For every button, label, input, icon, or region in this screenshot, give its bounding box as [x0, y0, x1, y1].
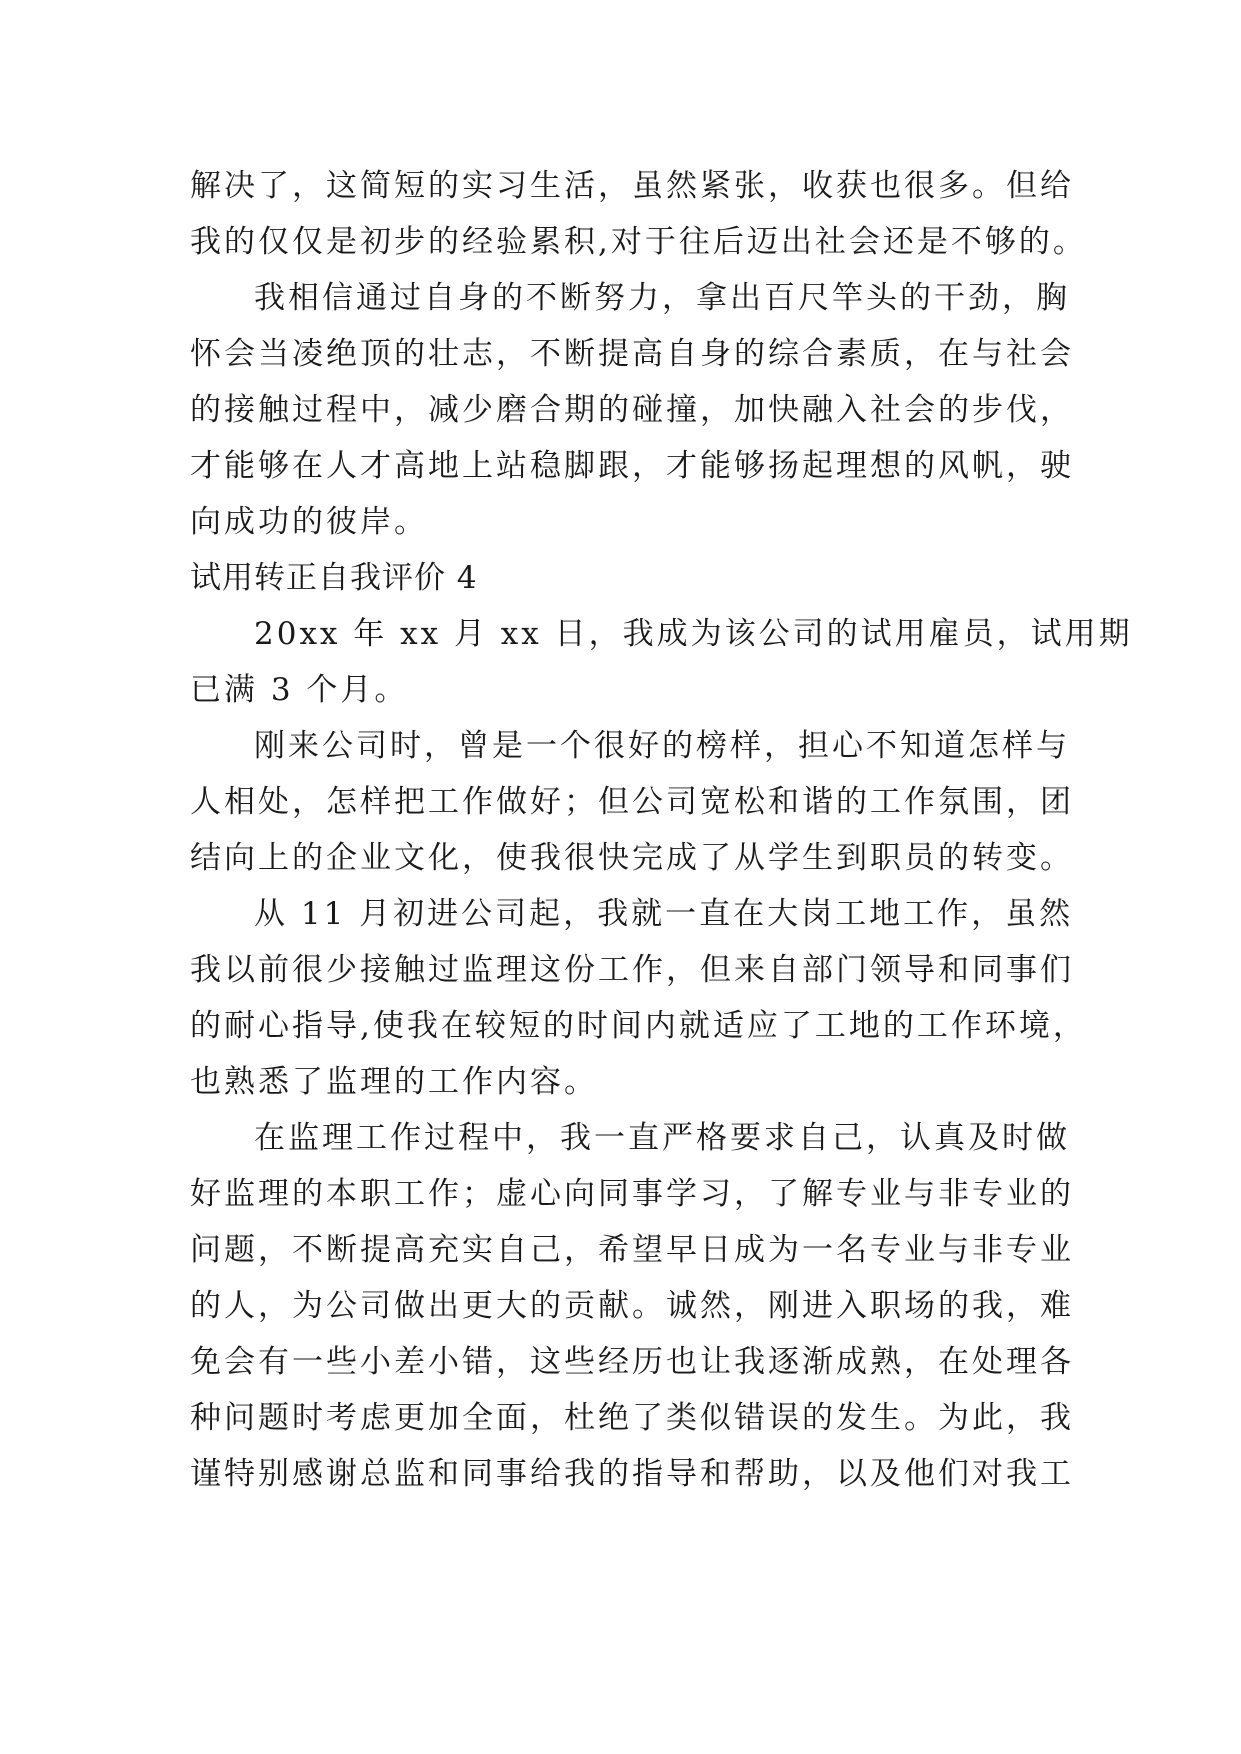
document-body: [190, 158, 1133, 1502]
paragraph-start-line: 刚来公司时，曾是一个很好的榜样，担心不知道怎样与: [254, 728, 1070, 764]
text-line: 解决了，这简短的实习生活，虽然紧张，收获也很多。但给: [190, 168, 1074, 204]
text-line: 的人，为公司做出更大的贡献。诚然，刚进入职场的我，难: [190, 1288, 1074, 1324]
text-line: 人相处，怎样把工作做好；但公司宽松和谐的工作氛围，团: [190, 784, 1074, 820]
text-line: 也熟悉了监理的工作内容。: [190, 1064, 598, 1100]
text-line: 结向上的企业文化，使我很快完成了从学生到职员的转变。: [190, 840, 1074, 876]
paragraph-start-line: 20xx 年 xx 月 xx 日，我成为该公司的试用雇员，试用期: [254, 616, 1133, 652]
text-line: 的接触过程中，减少磨合期的碰撞，加快融入社会的步伐，: [190, 392, 1074, 428]
text-line: 才能够在人才高地上站稳脚跟，才能够扬起理想的风帆，驶: [190, 448, 1074, 484]
paragraph-start-line: 我相信通过自身的不断努力，拿出百尺竿头的干劲，胸: [254, 280, 1070, 316]
section-heading: 试用转正自我评价 4: [190, 560, 478, 596]
paragraph-start-line: 从 11 月初进公司起，我就一直在大岗工地工作，虽然: [254, 896, 1074, 932]
text-line: 我以前很少接触过监理这份工作，但来自部门领导和同事们: [190, 952, 1074, 988]
paragraph-start-line: 在监理工作过程中，我一直严格要求自己，认真及时做: [254, 1120, 1070, 1156]
text-line: 免会有一些小差小错，这些经历也让我逐渐成熟，在处理各: [190, 1344, 1074, 1380]
text-line: 好监理的本职工作；虚心向同事学习，了解专业与非专业的: [190, 1176, 1074, 1212]
text-line: 问题，不断提高充实自己，希望早日成为一名专业与非专业: [190, 1232, 1074, 1268]
text-line: 向成功的彼岸。: [190, 504, 428, 540]
text-line: 的耐心指导,使我在较短的时间内就适应了工地的工作环境，: [190, 1008, 1087, 1044]
text-line: 谨特别感谢总监和同事给我的指导和帮助，以及他们对我工: [190, 1456, 1074, 1492]
text-line: 怀会当凌绝顶的壮志，不断提高自身的综合素质，在与社会: [190, 336, 1074, 372]
text-line: 我的仅仅是初步的经验累积,对于往后迈出社会还是不够的。: [190, 224, 1087, 260]
text-line: 已满 3 个月。: [190, 672, 409, 708]
text-line: 种问题时考虑更加全面，杜绝了类似错误的发生。为此，我: [190, 1400, 1074, 1436]
